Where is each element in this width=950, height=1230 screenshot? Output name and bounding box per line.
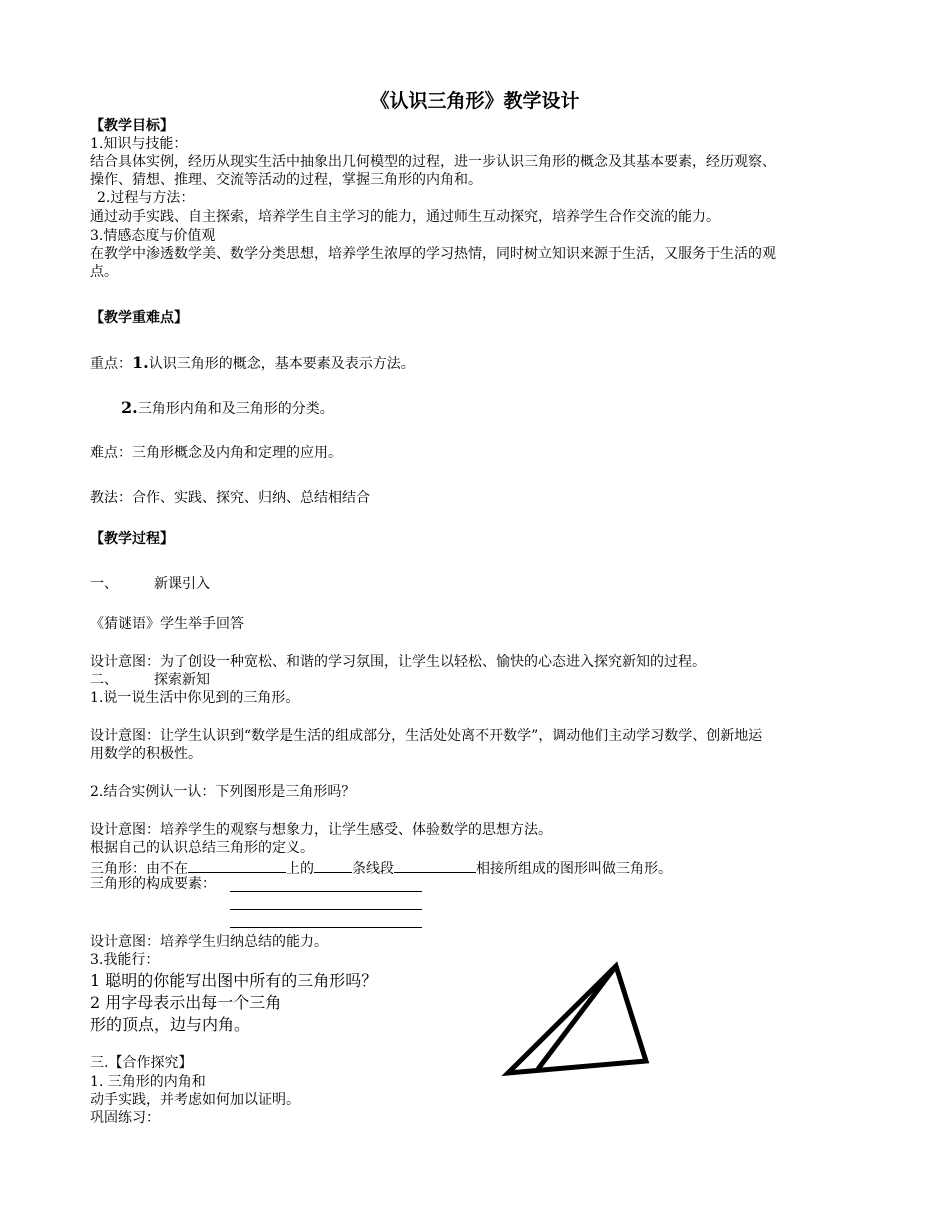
definition-text: 上的	[286, 861, 314, 877]
question-2: 2.结合实例认一认：下列图形是三角形吗？	[90, 784, 356, 800]
design-intent: 设计意图：为了创设一种宽松、和谐的学习氛围，让学生以轻松、愉快的心态进入探究新知的过程。	[90, 654, 706, 670]
step-3-item: 1. 三角形的内角和	[90, 1074, 206, 1090]
step-2-heading	[90, 671, 210, 689]
question-1: 1.说一说生活中你见到的三角形。	[90, 690, 300, 706]
key-point-text: 三角形内角和及三角形的分类。	[137, 401, 334, 417]
definition-text: 三角形：由不在	[90, 861, 188, 877]
task-3-item: 2 用字母表示出每一个三角	[90, 993, 282, 1012]
goal-knowledge-line: 结合具体实例，经历从现实生活中抽象出几何模型的过程，进一步认识三角形的概念及其基本要素，经历观察、	[90, 154, 776, 170]
step-title: 新课引入	[154, 576, 210, 592]
task-3-item: 1 聪明的你能写出图中所有的三角形吗？	[90, 971, 378, 990]
answer-line[interactable]	[230, 909, 422, 910]
task-3-item: 形的顶点，边与内角。	[90, 1015, 251, 1034]
goal-emotion-heading: 3.情感态度与价值观	[90, 228, 216, 244]
design-intent: 用数学的积极性。	[90, 746, 202, 762]
blank[interactable]	[314, 857, 352, 873]
answer-line[interactable]	[230, 891, 422, 892]
goal-process-heading: 2.过程与方法：	[97, 190, 195, 206]
riddle-activity: 《猜谜语》学生举手回答	[90, 616, 244, 632]
answer-line[interactable]	[230, 927, 422, 928]
summary-prompt: 根据自己的认识总结三角形的定义。	[90, 840, 314, 856]
definition-text: 条线段	[352, 861, 394, 877]
elements-label: 三角形的构成要素：	[90, 876, 216, 892]
key-point-2	[121, 397, 334, 419]
goal-process-line: 通过动手实践、自主探索，培养学生自主学习的能力，通过师生互动探究，培养学生合作交流的能力。	[90, 209, 720, 225]
design-intent: 设计意图：让学生认识到“数学是生活的组成部分，生活处处离不开数学”，调动他们主动学习数学、创新地运	[90, 728, 763, 744]
page-title: 《认识三角形》教学设计	[370, 90, 580, 112]
step-title: 探索新知	[154, 672, 210, 688]
section-heading-keypoints: 【教学重难点】	[90, 310, 188, 326]
goal-emotion-line: 点。	[90, 264, 118, 280]
key-point-1	[90, 352, 415, 374]
triangle-figure	[498, 960, 658, 1084]
goal-emotion-line: 在教学中渗透数学美、数学分类思想，培养学生浓厚的学习热情，同时树立知识来源于生活，又服务于生活的观	[90, 246, 776, 262]
blank[interactable]	[394, 857, 476, 873]
design-intent: 设计意图：培养学生的观察与想象力，让学生感受、体验数学的思想方法。	[90, 822, 552, 838]
key-point-text: 认识三角形的概念，基本要素及表示方法。	[148, 356, 415, 372]
definition-text: 相接所组成的图形叫做三角形。	[476, 861, 672, 877]
task-3-heading: 3.我能行：	[90, 952, 160, 968]
teaching-method: 教法：合作、实践、探究、归纳、总结相结合	[90, 490, 370, 506]
goal-knowledge-heading: 1.知识与技能：	[90, 136, 188, 152]
key-point-label: 重点：	[90, 356, 132, 372]
goal-knowledge-line: 操作、猜想、推理、交流等活动的过程，掌握三角形的内角和。	[90, 172, 482, 188]
inner-segment	[538, 966, 616, 1069]
difficulty: 难点：三角形概念及内角和定理的应用。	[90, 445, 342, 461]
section-heading-goals: 【教学目标】	[90, 118, 174, 134]
step-1-heading	[90, 575, 210, 593]
key-point-number: 1.	[132, 353, 149, 372]
step-number: 二、	[90, 672, 118, 688]
practice-label: 巩固练习：	[90, 1110, 160, 1126]
design-intent: 设计意图：培养学生归纳总结的能力。	[90, 934, 328, 950]
blank[interactable]	[188, 857, 286, 873]
step-number: 一、	[90, 576, 118, 592]
step-3-heading: 三.【合作探究】	[90, 1055, 193, 1071]
section-heading-process: 【教学过程】	[90, 531, 174, 547]
key-point-number: 2.	[121, 398, 138, 417]
step-3-item: 动手实践，并考虑如何加以证明。	[90, 1092, 300, 1108]
